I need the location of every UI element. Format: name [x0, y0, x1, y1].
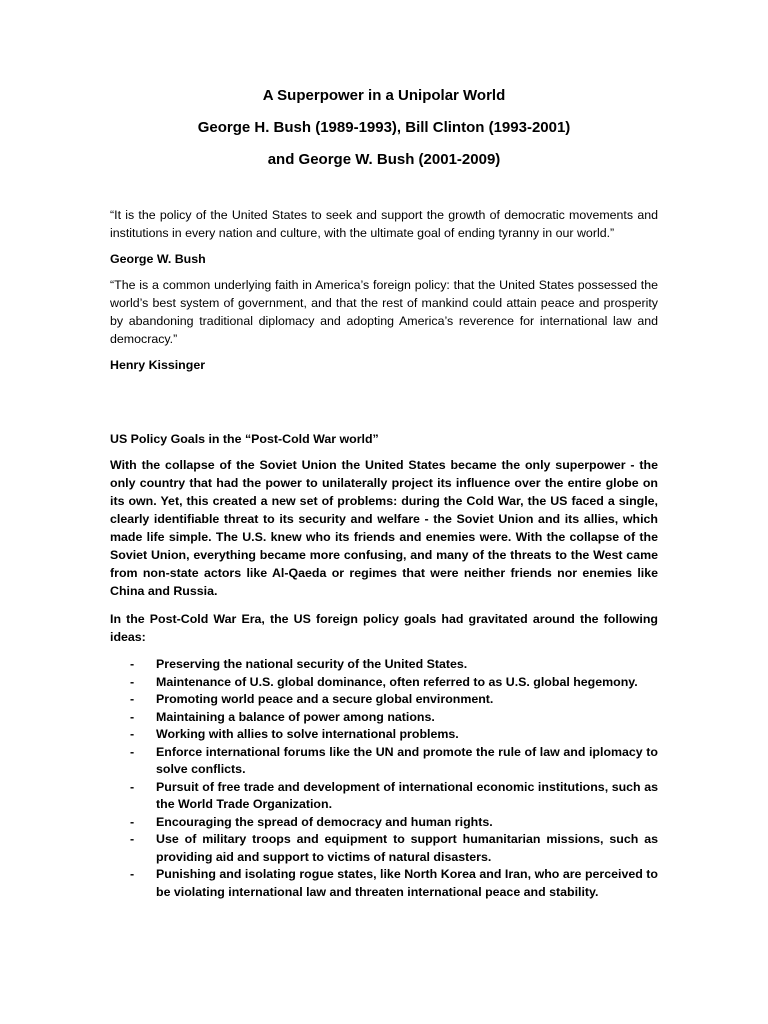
bullet-dash: -	[130, 779, 135, 794]
list-item-text: Use of military troops and equipment to support humanitarian missions, such as providing aid and support to victims of natural disasters.	[156, 832, 658, 864]
quote-kissinger: “The is a common underlying faith in America’s foreign policy: that the United States possessed the world’s best system of government, and that the rest of mankind could attain peace and prosperity by abandoning traditional diplomacy and adopting America’s reverence for international law and democracy.”	[110, 278, 658, 346]
list-item	[110, 814, 658, 832]
list-item	[110, 866, 658, 901]
bullet-dash: -	[130, 657, 135, 671]
bullet-dash: -	[130, 867, 135, 881]
section-heading: US Policy Goals in the “Post-Cold War world”	[110, 432, 379, 446]
section-paragraph-1: With the collapse of the Soviet Union the United States became the only superpower - the only country that had the power to unilaterally project its influence over the entire globe on its own. Yet, this created a new set of problems: during the Cold War, the US faced a single, clearly identifiable threat to its security and welfare - the Soviet Union and its allies, which made life simple. The U.S. knew who its friends and enemies were. With the collapse of the Soviet Union, everything became more confusing, and many of the threats to the West came from non-state actors like Al-Qaeda or regimes that were neither friends nor enemies like China and Russia.	[110, 458, 658, 598]
bullet-dash: -	[130, 744, 135, 759]
list-item	[110, 709, 658, 727]
section-paragraph-2: In the Post-Cold War Era, the US foreign policy goals had gravitated around the following ideas:	[110, 612, 658, 644]
list-item-text: Enforce international forums like the UN and promote the rule of law and iplomacy to solve conflicts.	[156, 744, 658, 776]
list-item-text: Maintaining a balance of power among nations.	[156, 709, 435, 724]
bullet-dash: -	[130, 832, 135, 846]
list-item	[110, 726, 658, 744]
list-item-text: Working with allies to solve international problems.	[156, 727, 459, 741]
list-item	[110, 656, 658, 674]
quote-kissinger-author: Henry Kissinger	[110, 358, 206, 372]
list-item	[110, 779, 658, 814]
section-spacer	[110, 382, 658, 430]
list-item-text: Punishing and isolating rogue states, like North Korea and Iran, who are perceived to be violating international law and threaten international peace and stability.	[156, 867, 658, 899]
list-item	[110, 831, 658, 866]
quote-bush-author: George W. Bush	[110, 252, 206, 266]
bullet-dash: -	[130, 674, 135, 689]
bullet-dash: -	[130, 709, 135, 724]
list-item-text: Encouraging the spread of democracy and human rights.	[156, 814, 493, 829]
bullet-dash: -	[130, 692, 135, 706]
list-item-text: Maintenance of U.S. global dominance, often referred to as U.S. global hegemony.	[156, 674, 638, 689]
list-item-text: Pursuit of free trade and development of international economic institutions, such as the World Trade Organization.	[156, 779, 658, 811]
document-page	[110, 86, 658, 901]
document-title: A Superpower in a Unipolar World	[262, 87, 506, 104]
bullet-dash: -	[130, 814, 135, 829]
bullet-dash: -	[130, 727, 135, 741]
list-item-text: Promoting world peace and a secure global environment.	[156, 692, 494, 706]
list-item	[110, 744, 658, 779]
policy-goals-list	[110, 656, 658, 901]
title-spacer	[110, 170, 658, 206]
quote-bush: “It is the policy of the United States to seek and support the growth of democratic movements and institutions in every nation and culture, with the ultimate goal of ending tyranny in our world.”	[110, 208, 658, 240]
document-subtitle-line-1: George H. Bush (1989-1993), Bill Clinton (1993-2001)	[197, 119, 571, 136]
list-item	[110, 691, 658, 709]
list-item	[110, 674, 658, 692]
document-subtitle-line-2: and George W. Bush (2001-2009)	[267, 151, 501, 168]
list-item-text: Preserving the national security of the United States.	[156, 657, 468, 671]
